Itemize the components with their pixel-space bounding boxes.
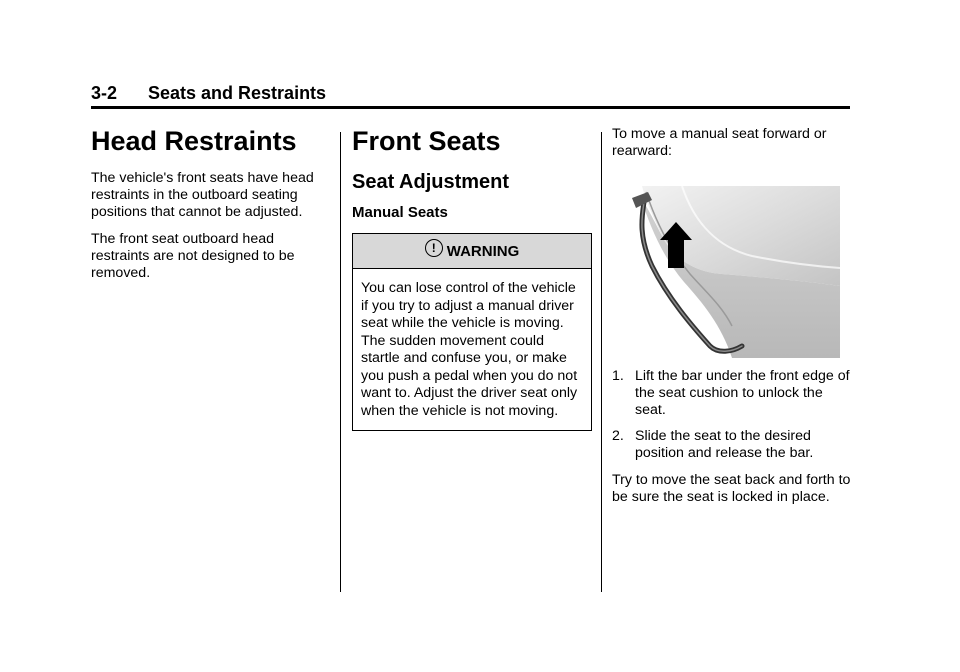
column-seat-procedure [612, 126, 852, 516]
step-text: Slide the seat to the desired position and release the bar. [635, 428, 814, 461]
heading-manual-seats: Manual Seats [352, 204, 448, 222]
column-head-restraints [91, 126, 331, 292]
warning-text: You can lose control of the vehicle if you try to adjust a manual driver seat while the vehicle is moving. The sudden movement could startle and confuse you, or make you push a pedal when you do not want to. Adjust the driver seat only when the vehicle is not moving. [361, 280, 578, 419]
section-title: Seats and Restraints [148, 83, 327, 103]
step-number: 2. [612, 428, 624, 444]
step-number: 1. [612, 368, 624, 384]
steps-list [612, 368, 852, 462]
page-number: 3-2 [91, 83, 118, 103]
warning-circle-icon: ! [425, 239, 443, 257]
list-item [612, 368, 852, 419]
warning-box [352, 233, 592, 431]
column-divider [340, 132, 341, 592]
warning-label: WARNING [446, 242, 520, 260]
outro-paragraph: Try to move the seat back and forth to be sure the seat is locked in place. [612, 472, 851, 505]
heading-front-seats: Front Seats [352, 126, 501, 156]
warning-header [353, 234, 591, 269]
list-item [612, 428, 852, 462]
paragraph: The vehicle's front seats have head restraints in the outboard seating positions that cannot be adjusted. [91, 170, 314, 221]
column-front-seats [352, 126, 592, 431]
page-header [91, 82, 850, 109]
intro-paragraph: To move a manual seat forward or rearward: [612, 126, 827, 159]
heading-seat-adjustment: Seat Adjustment [352, 171, 510, 194]
paragraph: The front seat outboard head restraints are not designed to be removed. [91, 231, 295, 282]
warning-body [353, 269, 591, 430]
heading-head-restraints: Head Restraints [91, 126, 297, 156]
step-text: Lift the bar under the front edge of the seat cushion to unlock the seat. [635, 368, 850, 418]
seat-adjust-bar-illustration [622, 186, 840, 358]
column-divider [601, 132, 602, 592]
